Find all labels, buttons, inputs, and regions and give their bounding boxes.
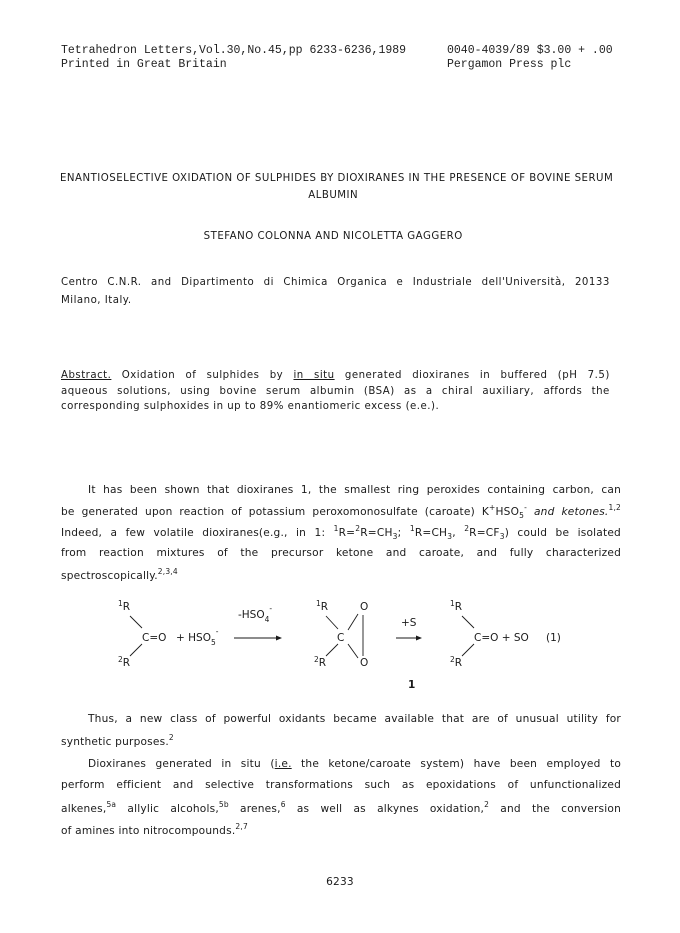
subscript: 3 xyxy=(499,532,505,541)
para2-line2 xyxy=(61,733,621,748)
arrow2-label: +S xyxy=(401,617,417,629)
para1-line2 xyxy=(61,503,621,520)
superscript: 2 xyxy=(355,524,361,533)
para1-text: be generated upon reaction of potassium peroxomonosulfate (caroate) K xyxy=(61,506,490,518)
para1-text: R=CH xyxy=(360,527,393,539)
para2-text: synthetic purposes. xyxy=(61,736,169,748)
superscript: - xyxy=(524,503,528,512)
publisher: Pergamon Press plc xyxy=(447,58,572,71)
oxygen-top: O xyxy=(360,601,369,613)
affiliation-line1: Centro C.N.R. and Dipartimento di Chimica Organica e Industriale dell'Università, 20133 xyxy=(61,276,610,288)
para1-text: R= xyxy=(338,527,356,539)
reference-marker: 6 xyxy=(280,800,286,809)
abstract-line2: aqueous solutions, using bovine serum albumin (BSA) as a chiral auxiliary, affords the xyxy=(61,385,610,397)
para1-line3 xyxy=(61,524,621,541)
para2-line1: Thus, a new class of powerful oxidants became available that are of unusual utility for xyxy=(88,713,621,725)
bond-line xyxy=(462,616,474,628)
bond-line xyxy=(326,616,338,629)
para3-text: alkenes, xyxy=(61,803,107,815)
reference-marker: 2,7 xyxy=(235,822,248,831)
bond-line xyxy=(348,644,358,658)
r2-label: $^2$R xyxy=(118,655,131,669)
subscript: 3 xyxy=(447,532,453,541)
superscript: 2 xyxy=(464,524,470,533)
para1-text: ) could be isolated xyxy=(504,527,621,539)
reference-marker: 5a xyxy=(106,800,117,809)
para1-text: R=CF xyxy=(469,527,500,539)
bond-line xyxy=(130,644,142,656)
para3-text: of amines into nitrocompounds. xyxy=(61,825,236,837)
dioxirane-carbon: C xyxy=(337,632,345,644)
abstract-line1 xyxy=(61,369,610,381)
reaction-scheme xyxy=(110,600,580,690)
product-label: C=O + SO xyxy=(474,632,529,644)
para1-text: ; xyxy=(397,527,410,539)
bond-line xyxy=(462,644,474,656)
price-code: 0040-4039/89 $3.00 + .00 xyxy=(447,44,613,57)
product-r2: $^2$R xyxy=(450,655,463,669)
compound-number: 1 xyxy=(408,679,416,690)
reference-marker: 2 xyxy=(484,800,490,809)
abstract-label: Abstract. xyxy=(61,369,112,381)
printed-in: Printed in Great Britain xyxy=(61,58,227,71)
para1-text: R=CH xyxy=(414,527,448,539)
para1-text: HSO xyxy=(495,506,520,518)
r1-label: $^1$R xyxy=(118,600,131,613)
bond-line xyxy=(326,644,338,656)
reference-marker: 1,2 xyxy=(608,503,622,512)
para1-text: Indeed, a few volatile dioxiranes(e.g., in 1: xyxy=(61,527,334,539)
bond-line xyxy=(130,616,142,628)
abstract-text: Oxidation of sulphides by xyxy=(111,369,294,381)
abstract-line3: corresponding sulphoxides in up to 89% enantiomeric excess (e.e.). xyxy=(61,400,440,412)
arrow1-label: $-HSO_4^-$ xyxy=(238,604,273,624)
para3-line1 xyxy=(88,758,621,770)
reference-marker: 5b xyxy=(218,800,229,809)
para3-text: the ketone/caroate system) have been employed to xyxy=(291,758,622,770)
para3-text: Dioxiranes generated in situ ( xyxy=(88,758,275,770)
para1-text: spectroscopically. xyxy=(61,570,158,582)
para3-text: as well as alkynes oxidation, xyxy=(285,803,485,815)
abstract-in-situ: in situ xyxy=(293,369,335,381)
para3-ie: i.e. xyxy=(274,758,292,770)
oxygen-bottom: O xyxy=(360,657,369,669)
plus-hso5: + $HSO_5^-$ xyxy=(176,627,219,647)
arrowhead-icon xyxy=(416,636,422,641)
arrowhead-icon xyxy=(276,636,282,641)
para1-text: , xyxy=(452,527,465,539)
para3-text: and the conversion xyxy=(489,803,621,815)
equation-number: (1) xyxy=(546,632,561,644)
abstract-text: generated dioxiranes in buffered (pH 7.5) xyxy=(334,369,610,381)
para3-line3 xyxy=(61,800,621,815)
dioxirane-r1: $^1$R xyxy=(316,600,329,613)
journal-citation: Tetrahedron Letters,Vol.30,No.45,pp 6233-6236,1989 xyxy=(61,44,407,57)
para1-line1: It has been shown that dioxiranes 1, the smallest ring peroxides containing carbon, can xyxy=(88,484,621,496)
ketone-label: C=O xyxy=(142,632,167,644)
para1-line5 xyxy=(61,567,621,582)
subscript: 3 xyxy=(392,532,398,541)
reference-marker: 2,3,4 xyxy=(157,567,178,576)
para1-text: and ketones. xyxy=(527,506,609,518)
para3-line2: perform efficient and selective transformations such as epoxidations of unfunctionalized xyxy=(61,779,621,791)
para1-line4: from reaction mixtures of the precursor ketone and caroate, and fully characterized xyxy=(61,547,621,559)
article-title-line1: ENANTIOSELECTIVE OXIDATION OF SULPHIDES BY DIOXIRANES IN THE PRESENCE OF BOVINE SERUM xyxy=(60,172,614,184)
subscript: 5 xyxy=(519,511,525,520)
para3-text: arenes, xyxy=(228,803,281,815)
reference-marker: 2 xyxy=(168,733,174,742)
para3-line4 xyxy=(61,822,621,837)
page-number: 6233 xyxy=(326,876,354,888)
product-r1: $^1$R xyxy=(450,600,463,613)
para3-text: allylic alcohols, xyxy=(116,803,219,815)
affiliation-line2: Milano, Italy. xyxy=(61,294,132,306)
authors: STEFANO COLONNA AND NICOLETTA GAGGERO xyxy=(203,230,463,242)
superscript: 1 xyxy=(409,524,415,533)
bond-line xyxy=(348,614,358,630)
superscript: 1 xyxy=(333,524,339,533)
article-title-line2: ALBUMIN xyxy=(308,189,359,201)
dioxirane-r2: $^2$R xyxy=(314,655,327,669)
superscript: + xyxy=(489,503,496,512)
